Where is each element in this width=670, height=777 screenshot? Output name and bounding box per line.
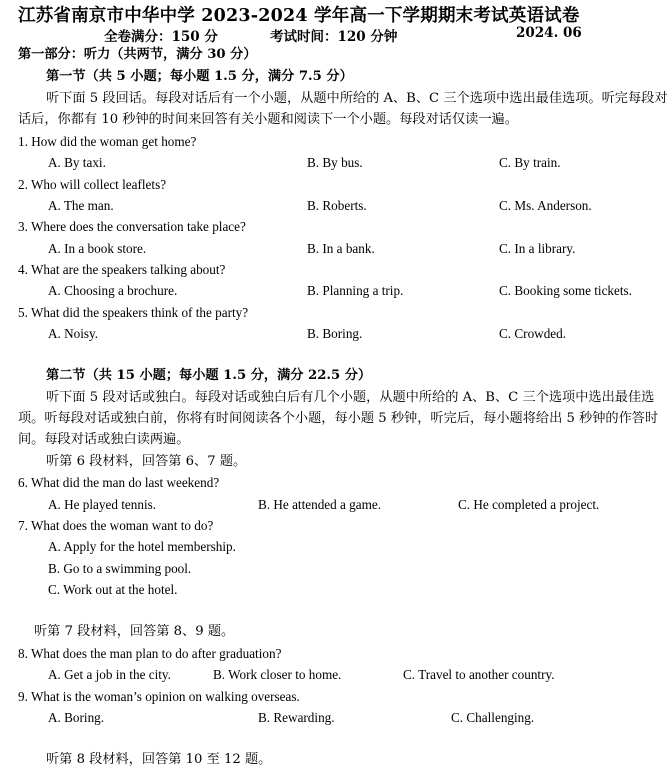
question-2-option-b: B. Roberts. bbox=[307, 198, 367, 213]
question-4-stem: 4. What are the speakers talking about? bbox=[18, 262, 226, 277]
exam-date: 2024. 06 bbox=[516, 25, 582, 41]
material-7-note: 听第 7 段材料，回答第 8、9 题。 bbox=[34, 624, 235, 639]
question-2-option-a: A. The man. bbox=[48, 198, 114, 213]
question-1-option-b: B. By bus. bbox=[307, 155, 363, 170]
question-6-option-c: C. He completed a project. bbox=[458, 497, 600, 512]
section2-heading: 第二节（共 15 小题；每小题 1.5 分，满分 22.5 分） bbox=[46, 368, 372, 383]
material-8-note: 听第 8 段材料，回答第 10 至 12 题。 bbox=[46, 752, 272, 767]
section1-heading: 第一节（共 5 小题；每小题 1.5 分，满分 7.5 分） bbox=[46, 69, 353, 84]
question-6-option-a: A. He played tennis. bbox=[48, 497, 157, 512]
section1-instructions: 听下面 5 段回话。每段对话后有一个小题，从题中所给的 A、B、C 三个选项中选出最佳选项。听完每段对话后，你都有 10 秒钟的时间来回答有关小题和阅读下一个小题。每段对话仅读一遍。 bbox=[18, 91, 668, 127]
question-9-option-b: B. Rewarding. bbox=[258, 710, 335, 725]
question-8-option-b: B. Work closer to home. bbox=[213, 667, 342, 682]
question-8-option-c: C. Travel to another country. bbox=[403, 667, 555, 682]
question-1-option-c: C. By train. bbox=[499, 155, 561, 170]
question-9-option-c: C. Challenging. bbox=[451, 710, 535, 725]
question-2-option-c: C. Ms. Anderson. bbox=[499, 198, 592, 213]
question-6-stem: 6. What did the man do last weekend? bbox=[18, 475, 220, 490]
exam-time: 考试时间：120 分钟 bbox=[270, 29, 398, 45]
question-4-option-c: C. Booking some tickets. bbox=[499, 283, 632, 298]
question-1-option-a: A. By taxi. bbox=[48, 155, 106, 170]
question-7-option-c: C. Work out at the hotel. bbox=[48, 582, 178, 597]
question-9-stem: 9. What is the woman’s opinion on walking overseas. bbox=[18, 689, 300, 704]
question-1-stem: 1. How did the woman get home? bbox=[18, 134, 197, 149]
question-6-option-b: B. He attended a game. bbox=[258, 497, 382, 512]
question-7-option-b: B. Go to a swimming pool. bbox=[48, 561, 192, 576]
question-5-option-c: C. Crowded. bbox=[499, 326, 567, 341]
question-8-option-a: A. Get a job in the city. bbox=[48, 667, 171, 682]
question-2-stem: 2. Who will collect leaflets? bbox=[18, 177, 167, 192]
question-4-option-a: A. Choosing a brochure. bbox=[48, 283, 178, 298]
question-8-stem: 8. What does the man plan to do after graduation? bbox=[18, 646, 282, 661]
question-7-option-a: A. Apply for the hotel membership. bbox=[48, 539, 236, 554]
question-7-stem: 7. What does the woman want to do? bbox=[18, 518, 214, 533]
question-5-option-b: B. Boring. bbox=[307, 326, 363, 341]
material-6-note: 听第 6 段材料，回答第 6、7 题。 bbox=[46, 454, 247, 469]
section2-instructions: 听下面 5 段对话或独白。每段对话或独白后有几个小题，从题中所给的 A、B、C 三个选项中选出最佳选项。听每段对话或独白前，你将有时间阅读各个小题，每小题 5 秒钟，听完后，每小题将给出 5 秒钟的作答时间。每段对话或独白读两遍。 bbox=[18, 390, 659, 447]
part1-heading: 第一部分：听力（共两节，满分 30 分） bbox=[18, 47, 257, 62]
question-5-stem: 5. What did the speakers think of the party? bbox=[18, 305, 249, 320]
question-3-option-c: C. In a library. bbox=[499, 241, 576, 256]
question-5-option-a: A. Noisy. bbox=[48, 326, 99, 341]
question-3-option-b: B. In a bank. bbox=[307, 241, 375, 256]
total-score: 全卷满分：150 分 bbox=[104, 29, 218, 45]
question-3-stem: 3. Where does the conversation take place? bbox=[18, 219, 246, 234]
exam-title: 江苏省南京市中华中学 2023-2024 学年高一下学期期末考试英语试卷 bbox=[18, 6, 580, 26]
question-3-option-a: A. In a book store. bbox=[48, 241, 147, 256]
question-9-option-a: A. Boring. bbox=[48, 710, 105, 725]
question-4-option-b: B. Planning a trip. bbox=[307, 283, 404, 298]
